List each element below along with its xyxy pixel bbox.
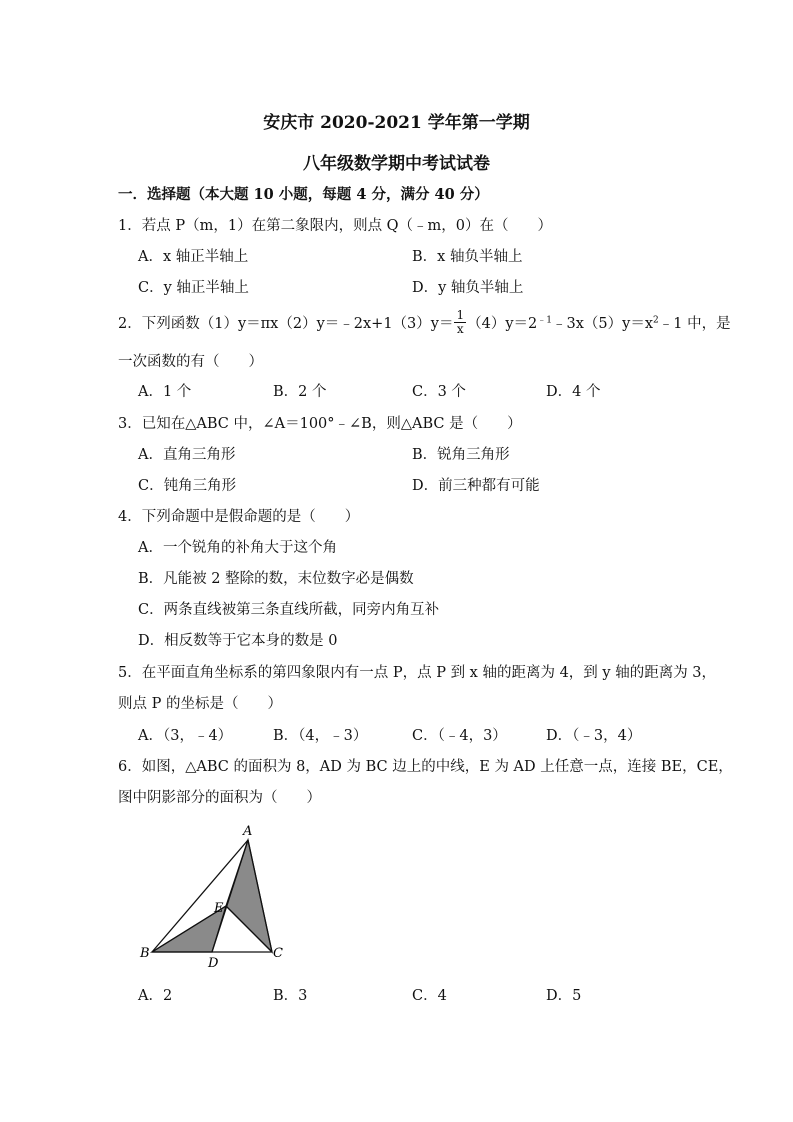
q5-option-a: A．（3，﹣4） xyxy=(138,728,233,744)
q5-option-c: C．（﹣4，3） xyxy=(412,728,507,744)
q2-sup2: 2 xyxy=(653,315,659,326)
exam-title-line1: 安庆市 2020-2021 学年第一学期 xyxy=(263,113,530,133)
q6-option-d: D．5 xyxy=(546,988,582,1004)
q2-option-b: B．2 个 xyxy=(273,384,327,400)
q2-stem-mid2: ﹣3x（5）y＝x xyxy=(552,316,653,333)
q6-stem-line1: 6．如图，△ABC 的面积为 8，AD 为 BC 边上的中线，E 为 AD 上任意一点，连接 BE，CE， xyxy=(118,759,733,775)
q1-stem: 1．若点 P（m，1）在第二象限内，则点 Q（﹣m，0）在（ ） xyxy=(118,218,553,234)
q2-stem-line1 xyxy=(118,308,731,337)
label-b: B xyxy=(140,946,150,961)
q4-option-d: D．相反数等于它本身的数是 0 xyxy=(138,633,338,649)
q5-stem-line1: 5．在平面直角坐标系的第四象限内有一点 P，点 P 到 x 轴的距离为 4，到 y 轴的距离为 3， xyxy=(118,665,717,681)
q3-option-b: B．锐角三角形 xyxy=(412,447,510,463)
q4-option-b: B．凡能被 2 整除的数，末位数字必是偶数 xyxy=(138,571,414,587)
q2-option-a: A．1 个 xyxy=(138,384,192,400)
q6-option-a: A．2 xyxy=(138,988,173,1004)
q6-option-b: B．3 xyxy=(273,988,308,1004)
q2-fraction xyxy=(454,309,466,335)
q5-option-d: D．（﹣3，4） xyxy=(546,728,642,744)
label-c: C xyxy=(273,946,283,961)
q4-stem: 4．下列命题中是假命题的是（ ） xyxy=(118,509,360,525)
q2-stem-mid: （4）y＝2 xyxy=(467,316,538,333)
label-d: D xyxy=(208,956,219,970)
q2-sup1: ﹣1 xyxy=(537,315,552,326)
q3-option-a: A．直角三角形 xyxy=(138,447,236,463)
q1-option-a: A．x 轴正半轴上 xyxy=(138,249,249,265)
label-e: E xyxy=(214,901,224,916)
q1-option-d: D．y 轴负半轴上 xyxy=(412,280,524,296)
q4-option-c: C．两条直线被第三条直线所截，同旁内角互补 xyxy=(138,602,440,618)
q6-option-c: C．4 xyxy=(412,988,447,1004)
q3-option-d: D．前三种都有可能 xyxy=(412,478,540,494)
section-heading: 一．选择题（本大题 10 小题，每题 4 分，满分 40 分） xyxy=(118,186,489,203)
exam-title-line2: 八年级数学期中考试试卷 xyxy=(303,154,490,174)
q2-stem-post: ﹣1 中，是 xyxy=(658,316,731,333)
q2-frac-num: 1 xyxy=(456,308,465,322)
q1-option-b: B．x 轴负半轴上 xyxy=(412,249,523,265)
q1-option-c: C．y 轴正半轴上 xyxy=(138,280,249,296)
q3-option-c: C．钝角三角形 xyxy=(138,478,237,494)
q2-stem-line2: 一次函数的有（ ） xyxy=(118,354,263,370)
q2-option-c: C．3 个 xyxy=(412,384,466,400)
q4-option-a: A．一个锐角的补角大于这个角 xyxy=(138,540,337,556)
q5-stem-line2: 则点 P 的坐标是（ ） xyxy=(118,696,282,712)
q3-stem: 3．已知在△ABC 中，∠A＝100°﹣∠B，则△ABC 是（ ） xyxy=(118,416,522,432)
q2-option-d: D．4 个 xyxy=(546,384,601,400)
q2-stem-pre: 2．下列函数（1）y＝πx（2）y＝﹣2x+1（3）y＝ xyxy=(118,316,454,333)
triangle-figure xyxy=(130,820,300,970)
q2-frac-den: x xyxy=(456,321,464,336)
label-a: A xyxy=(243,824,253,839)
q6-stem-line2: 图中阴影部分的面积为（ ） xyxy=(118,790,321,806)
q5-option-b: B．（4，﹣3） xyxy=(273,728,368,744)
